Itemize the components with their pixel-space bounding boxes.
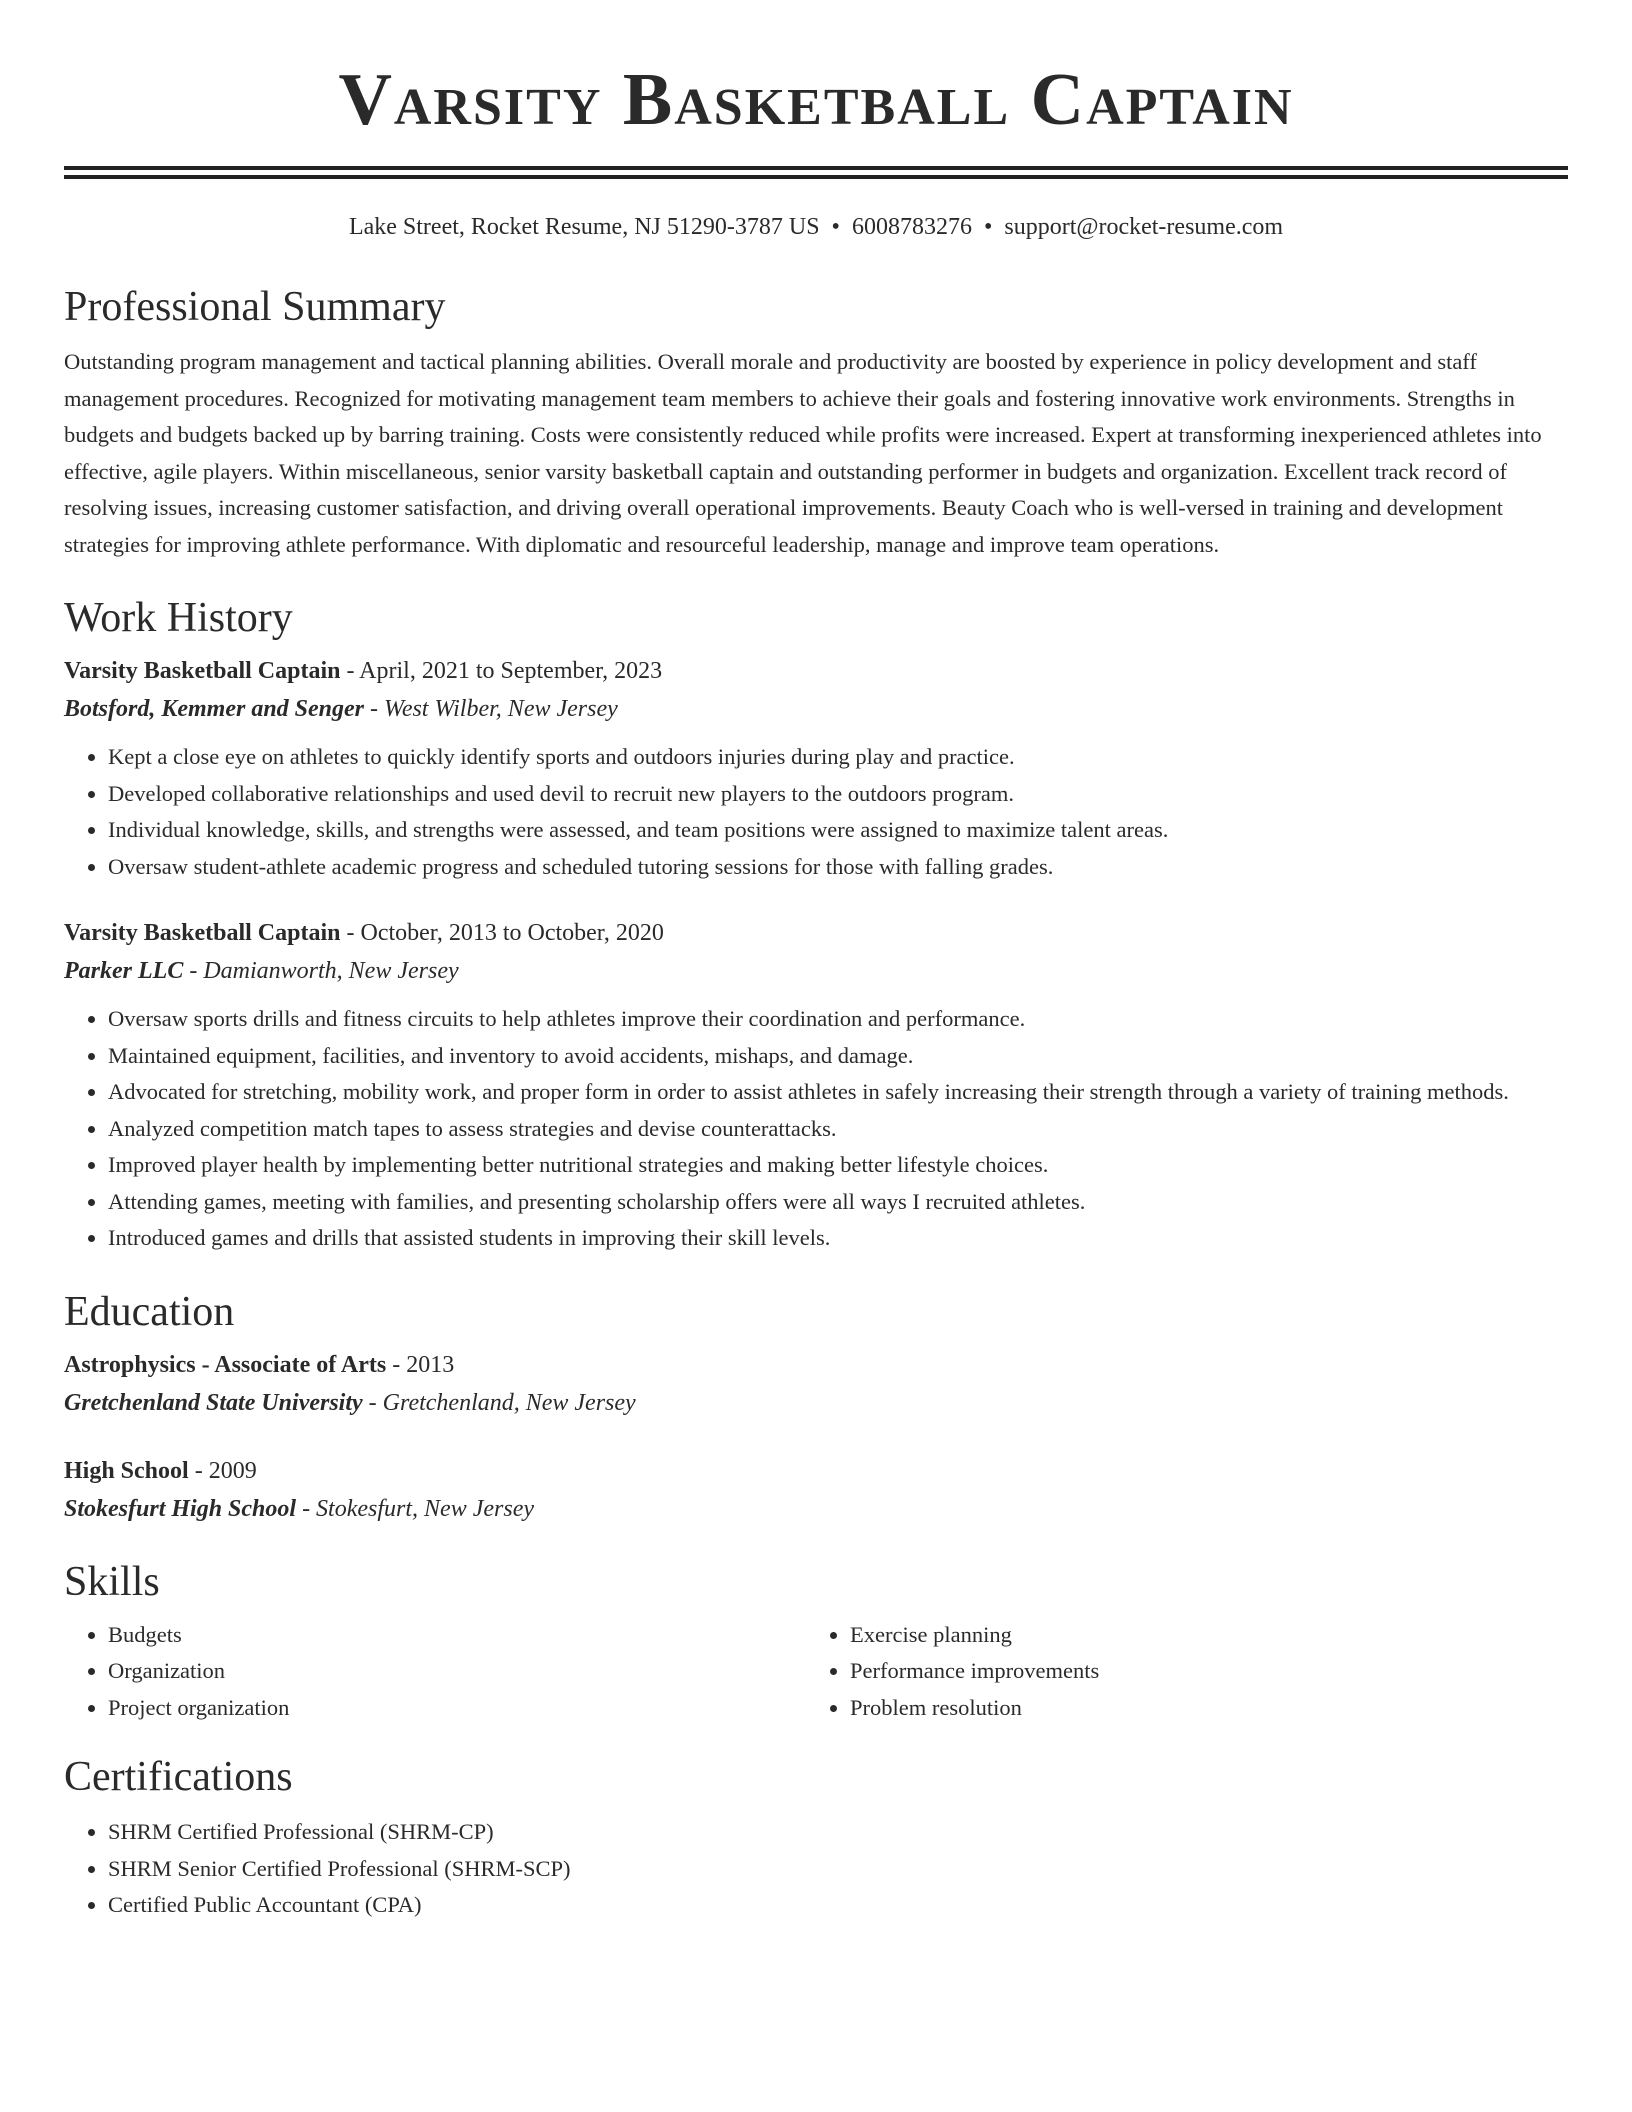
job-title-line bbox=[64, 915, 1568, 951]
skill-item: • Problem resolution bbox=[850, 1690, 1548, 1727]
job-bullet: • Improved player health by implementing better nutritional strategies and making better lifestyle choices. bbox=[108, 1147, 1568, 1184]
job-bullet: • Individual knowledge, skills, and strengths were assessed, and team positions were assigned to maximize talent areas. bbox=[108, 812, 1568, 849]
skill-item: • Performance improvements bbox=[850, 1653, 1548, 1690]
skills-list bbox=[806, 1617, 1548, 1727]
education-section bbox=[64, 1287, 1568, 1529]
job-location: - West Wilber, New Jersey bbox=[364, 696, 618, 722]
contact-phone: 6008783276 bbox=[851, 214, 972, 240]
skills-columns bbox=[64, 1617, 1568, 1727]
job-bullet: • Oversaw sports drills and fitness circuits to help athletes improve their coordination and performance. bbox=[108, 1001, 1568, 1038]
contact-separator: • bbox=[983, 214, 993, 240]
skill-item: • Budgets bbox=[108, 1617, 806, 1654]
certifications-section bbox=[64, 1752, 1568, 1924]
job-bullet: • Attending games, meeting with families, and presenting scholarship offers were all ways I recruited athletes. bbox=[108, 1184, 1568, 1221]
summary-text: Outstanding program management and tactical planning abilities. Overall morale and productivity are boosted by experience in policy development and staff management procedures. Recognized for motivating management team members to achieve their goals and fostering innovative work environments. Strengths in budgets and budgets backed up by barring training. Costs were consistently reduced while profits were increased. Expert at transforming inexperienced athletes into effective, agile players. Within miscellaneous, senior varsity basketball captain and outstanding performer in budgets and organization. Excellent track record of resolving issues, increasing customer satisfaction, and driving overall operational improvements. Beauty Coach who is well-versed in training and development strategies for improving athlete performance. With diplomatic and resourceful leadership, manage and improve team operations. bbox=[64, 349, 1542, 557]
job-bullet: • Analyzed competition match tapes to assess strategies and devise counterattacks. bbox=[108, 1111, 1568, 1148]
skills-column-right bbox=[806, 1617, 1548, 1727]
skill-item: • Organization bbox=[108, 1653, 806, 1690]
degree-line bbox=[64, 1347, 1568, 1383]
skills-heading: Skills bbox=[64, 1558, 160, 1605]
skills-section bbox=[64, 1557, 1568, 1727]
job-entry bbox=[64, 653, 1568, 885]
job-bullet: • Oversaw student-athlete academic progress and scheduled tutoring sessions for those with falling grades. bbox=[108, 849, 1568, 886]
job-bullet: • Kept a close eye on athletes to quickly identify sports and outdoors injuries during play and practice. bbox=[108, 739, 1568, 776]
job-company-line bbox=[64, 689, 1568, 729]
job-dates: - October, 2013 to October, 2020 bbox=[340, 920, 664, 946]
contact-email[interactable]: support@rocket-resume.com bbox=[1004, 214, 1284, 240]
work-history-section bbox=[64, 593, 1568, 1257]
education-heading: Education bbox=[64, 1288, 235, 1335]
skill-item: • Exercise planning bbox=[850, 1617, 1548, 1654]
degree: Astrophysics - Associate of Arts bbox=[64, 1351, 387, 1378]
job-company-line bbox=[64, 951, 1568, 991]
job-title: Varsity Basketball Captain bbox=[64, 920, 341, 946]
job-bullets bbox=[64, 739, 1568, 885]
education-entry bbox=[64, 1347, 1568, 1423]
skill-item: • Project organization bbox=[108, 1690, 806, 1727]
title-divider-thin bbox=[64, 175, 1568, 179]
work-history-heading: Work History bbox=[64, 595, 293, 641]
job-bullets bbox=[64, 1001, 1568, 1257]
job-title-line bbox=[64, 653, 1568, 689]
skills-column-left bbox=[64, 1617, 806, 1727]
school-line bbox=[64, 1489, 1568, 1529]
school-location: - Stokesfurt, New Jersey bbox=[296, 1495, 534, 1522]
summary-section bbox=[64, 282, 1568, 563]
job-bullet: • Advocated for stretching, mobility work, and proper form in order to assist athletes in safely increasing their strength through a variety of training methods. bbox=[108, 1074, 1568, 1111]
job-bullet: • Introduced games and drills that assisted students in improving their skill levels. bbox=[108, 1220, 1568, 1257]
certifications-heading: Certifications bbox=[64, 1754, 293, 1800]
job-bullet: • Developed collaborative relationships and used devil to recruit new players to the outdoors program. bbox=[108, 776, 1568, 813]
job-dates: - April, 2021 to September, 2023 bbox=[340, 658, 663, 684]
job-company: Botsford, Kemmer and Senger bbox=[64, 696, 365, 722]
school-name: Gretchenland State University bbox=[64, 1389, 363, 1416]
school-name: Stokesfurt High School bbox=[64, 1495, 297, 1522]
job-entry bbox=[64, 915, 1568, 1257]
degree-year: - 2009 bbox=[188, 1457, 257, 1484]
degree-line bbox=[64, 1453, 1568, 1489]
school-line bbox=[64, 1383, 1568, 1423]
contact-separator: • bbox=[831, 214, 840, 240]
degree: High School bbox=[64, 1457, 189, 1484]
certification-item: • SHRM Certified Professional (SHRM-CP) bbox=[108, 1814, 1568, 1851]
job-location: - Damianworth, New Jersey bbox=[183, 958, 459, 984]
degree-year: - 2013 bbox=[386, 1351, 455, 1378]
certifications-list bbox=[64, 1814, 1568, 1924]
resume-title: Varsity Basketball Captain bbox=[338, 59, 1294, 141]
education-entry bbox=[64, 1453, 1568, 1529]
contact-address: Lake Street, Rocket Resume, NJ 51290-3787 US bbox=[348, 214, 820, 240]
job-company: Parker LLC bbox=[64, 958, 184, 984]
certification-item: • Certified Public Accountant (CPA) bbox=[108, 1887, 1568, 1924]
summary-heading: Professional Summary bbox=[64, 284, 446, 330]
skills-list bbox=[64, 1617, 806, 1727]
title-divider-thick bbox=[64, 166, 1568, 170]
school-location: - Gretchenland, New Jersey bbox=[362, 1389, 636, 1416]
certification-item: • SHRM Senior Certified Professional (SHRM-SCP) bbox=[108, 1851, 1568, 1888]
contact-line bbox=[64, 212, 1568, 242]
job-bullet: • Maintained equipment, facilities, and inventory to avoid accidents, mishaps, and damage. bbox=[108, 1038, 1568, 1075]
job-title: Varsity Basketball Captain bbox=[64, 658, 341, 684]
